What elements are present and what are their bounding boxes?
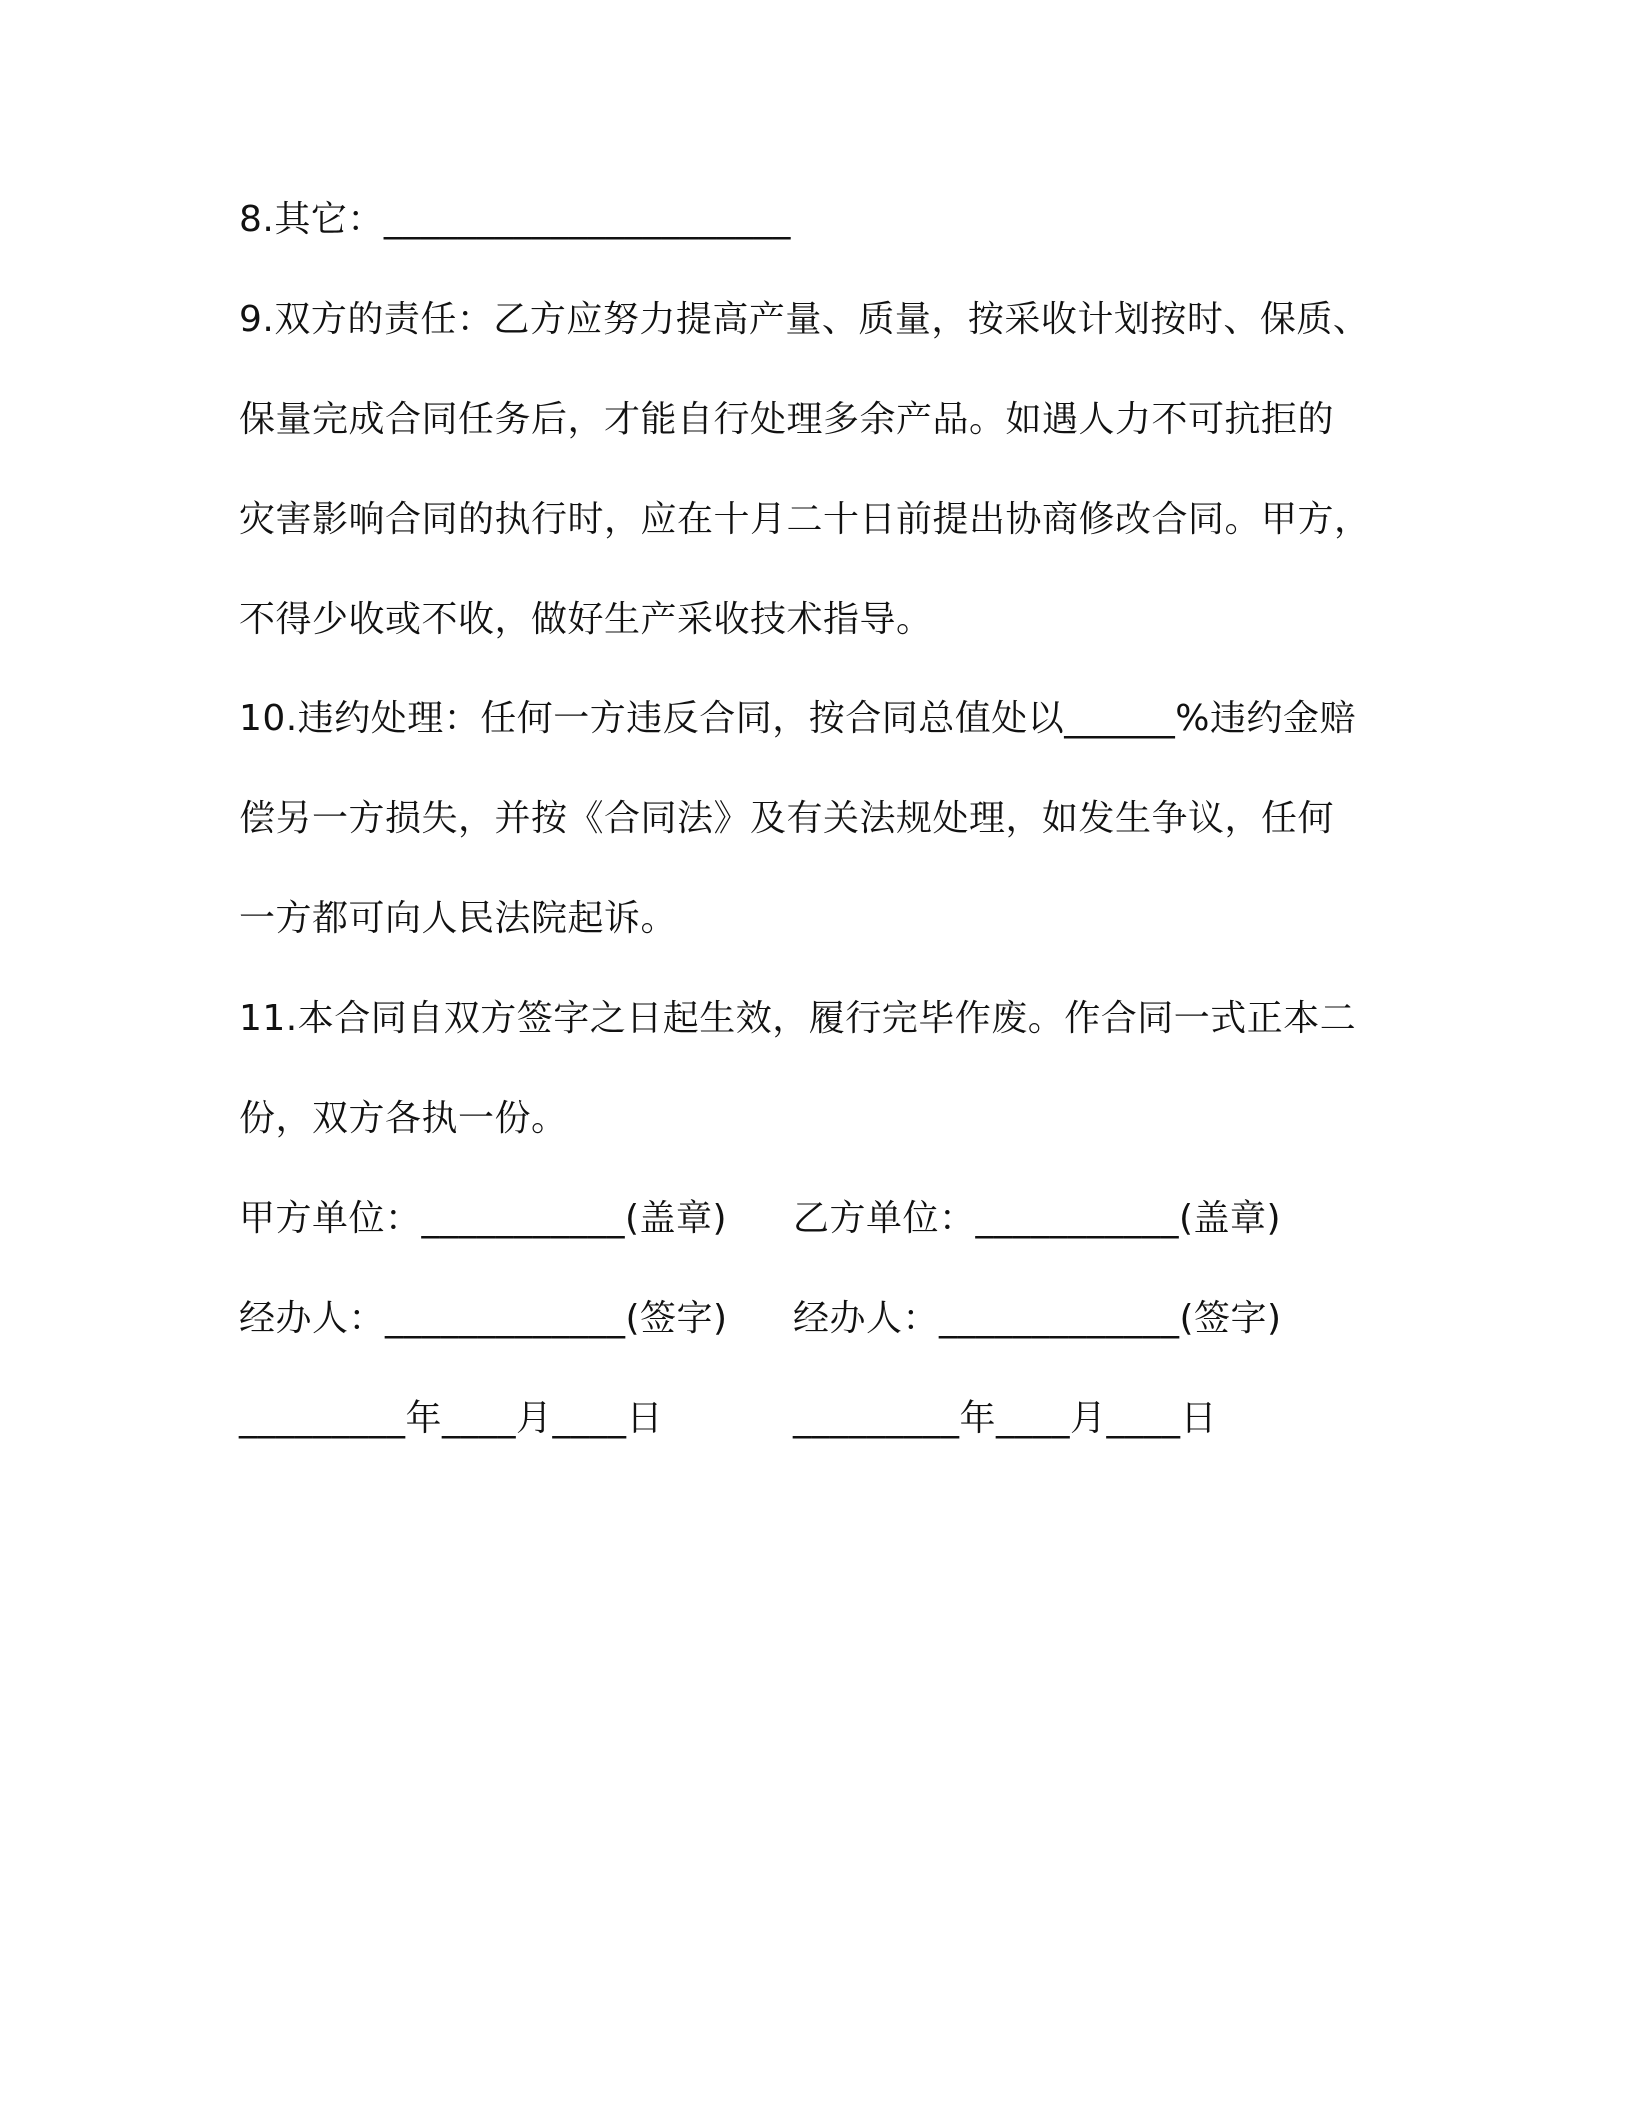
clause-10-line-2: 偿另一方损失，并按《合同法》及有关法规处理，如发生争议，任何 xyxy=(239,798,1335,839)
party-b-agent: 经办人：_____________(签字) xyxy=(793,1298,1282,1339)
clause-9-line-4: 不得少收或不收，做好生产采收技术指导。 xyxy=(239,599,933,640)
clause-11-line-1: 11.本合同自双方签字之日起生效，履行完毕作废。作合同一式正本二 xyxy=(239,998,1357,1039)
clause-9-line-1: 9.双方的责任：乙方应努力提高产量、质量，按采收计划按时、保质、 xyxy=(239,299,1370,340)
clause-10-line-1: 10.违约处理：任何一方违反合同，按合同总值处以______%违约金赔 xyxy=(239,698,1356,739)
clause-9-line-3: 灾害影响合同的执行时，应在十月二十日前提出协商修改合同。甲方， xyxy=(239,499,1371,540)
party-b-date: _________年____月____日 xyxy=(793,1398,1217,1439)
party-a-agent: 经办人：_____________(签字) xyxy=(239,1298,728,1339)
clause-11-line-2: 份，双方各执一份。 xyxy=(239,1098,568,1139)
clause-8-other: 8.其它：______________________ xyxy=(239,199,791,240)
clause-9-line-2: 保量完成合同任务后，才能自行处理多余产品。如遇人力不可抗拒的 xyxy=(239,399,1335,440)
clause-10-line-3: 一方都可向人民法院起诉。 xyxy=(239,898,678,939)
party-a-unit: 甲方单位：___________(盖章) xyxy=(239,1198,728,1239)
party-b-unit: 乙方单位：___________(盖章) xyxy=(793,1198,1282,1239)
party-a-date: _________年____月____日 xyxy=(239,1398,663,1439)
